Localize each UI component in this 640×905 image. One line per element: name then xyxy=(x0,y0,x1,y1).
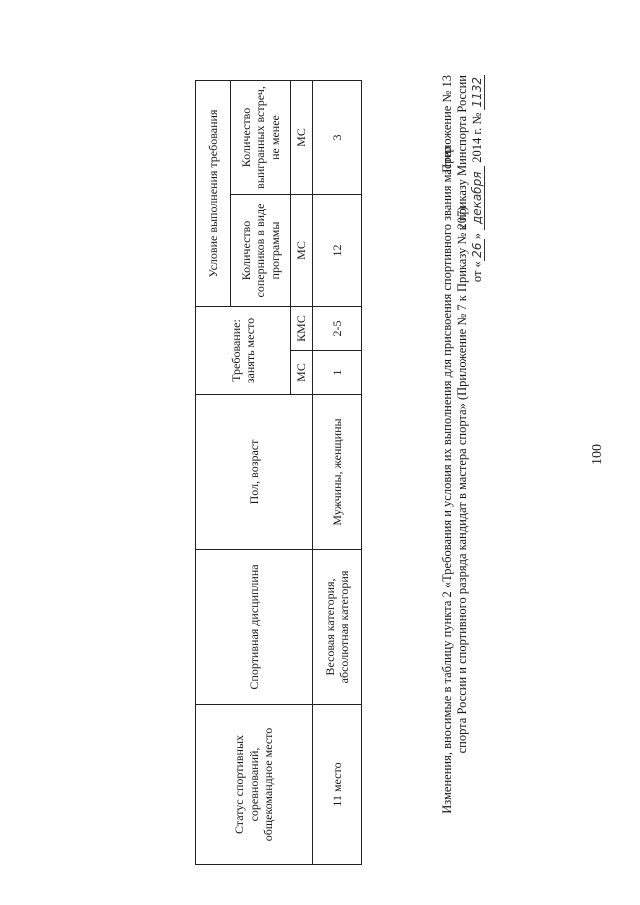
cell-discipline: Весовая категория, абсолютная категория xyxy=(313,550,362,705)
header-ms-wins: МС xyxy=(291,81,313,195)
header-status: Статус спортивных соревнований, общекомандное место xyxy=(196,705,313,865)
appendix-order: к приказу Минспорта России xyxy=(454,75,469,231)
header-kms: КМС xyxy=(291,307,313,351)
header-requirement: Требование: занять место xyxy=(196,307,291,395)
cell-ms: 1 xyxy=(313,351,362,395)
handwritten-month: декабря xyxy=(470,166,486,230)
cell-wins: 3 xyxy=(313,81,362,195)
header-discipline: Спортивная дисциплина xyxy=(196,550,313,705)
header-gender: Пол, возраст xyxy=(196,395,313,550)
intro-text: Изменения, вносимые в таблицу пункта 2 «Требования и условия их выполнения для присвоения спортивного звания мастер спорта России и спортивного разряда кандидат в мастера спорта» (Приложение № 7 к Приказу № 207) xyxy=(440,146,469,814)
header-conditions: Условие выполнения требования xyxy=(196,81,231,307)
header-ms-opponents: МС xyxy=(291,195,313,307)
handwritten-number: 1132 xyxy=(469,77,484,108)
appendix-date-line: от «26» декабря 2014 г. № 1132 xyxy=(469,77,484,283)
header-ms: МС xyxy=(291,351,313,395)
header-wins: Количество выигранных встреч, не менее xyxy=(231,81,291,195)
appendix-title: Приложение № 13 xyxy=(440,75,454,173)
page-number: 100 xyxy=(590,444,605,465)
cell-status: 11 место xyxy=(313,705,362,865)
handwritten-day: 26 xyxy=(470,239,486,261)
cell-kms: 2-5 xyxy=(313,307,362,351)
requirements-table xyxy=(195,80,362,865)
cell-opponents: 12 xyxy=(313,195,362,307)
table-row xyxy=(313,81,362,865)
cell-gender: Мужчины, женщины xyxy=(313,395,362,550)
header-opponents: Количество соперников в виде программы xyxy=(231,195,291,307)
